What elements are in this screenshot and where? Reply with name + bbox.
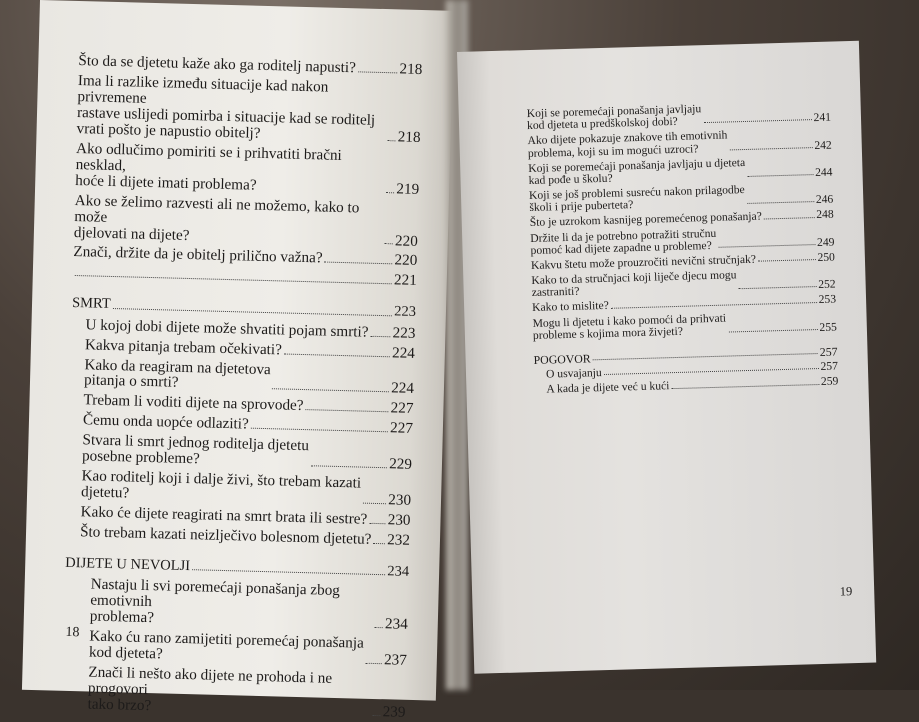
toc-section-heading: DIJETE U NEVOLJI 234 xyxy=(65,554,410,580)
toc-section-heading: POGOVOR 257 xyxy=(533,344,838,367)
page-number-left: 18 xyxy=(65,624,80,641)
toc-entry: Kako to da stručnjaci koji liječe djecu mogu zastraniti? 252 xyxy=(531,268,836,300)
toc-entry: Kao roditelj koji i dalje živi, što trebam kazati djetetu? 230 xyxy=(80,467,412,510)
toc-entry: Trebam li voditi dijete na sprovode? 227 xyxy=(83,391,414,418)
toc-entry: Koji se poremećaji ponašanja javljaju u djeteta kad pođe u školu? 244 xyxy=(528,155,833,187)
toc-entry: Ako se želimo razvesti ali ne možemo, kako to može djelovati na dijete? 220 xyxy=(73,191,419,250)
toc-list-right xyxy=(527,100,837,342)
toc-entry: Kako to mislite? 253 xyxy=(531,292,837,315)
toc-entry: Nastaju li svi poremećaji ponašanja zbog emotivnih problema? 234 xyxy=(89,575,409,634)
toc-entry: Znači li nešto ako dijete ne prohoda i ne progovori tako brzo? 239 xyxy=(87,663,406,721)
toc-entry: Držite li da je potrebno potražiti stručnu pomoć kad dijete zapadne u probleme? 249 xyxy=(530,226,835,257)
toc-entry: Ima li razlike između situacije kad nakon privremene rastave uslijedi pomirba i situacije kad se roditelj vrati pošto je napustio obitelj? 218 xyxy=(76,71,421,146)
toc-entry: Mogu li djetetu i kako pomoći da prihvati probleme s kojima mora živjeti? 255 xyxy=(532,311,838,342)
toc-section-heading: SMRT 223 xyxy=(71,295,417,321)
toc-entry: Znači, držite da je obitelj prilično važna? 220 xyxy=(73,243,418,270)
toc-entry: O usvajanju 257 xyxy=(545,359,839,381)
toc-list-smrt xyxy=(66,317,416,549)
right-page xyxy=(457,41,876,674)
toc-entry: Koji se još problemi susreću nakon prilagodbe školi i prije puberteta? 246 xyxy=(528,183,834,215)
toc-list-nevolja xyxy=(61,576,408,721)
toc-entry: Što je uzrokom kasnijeg poremećenog ponašanja? 248 xyxy=(529,207,834,230)
toc-entry: 221 xyxy=(73,264,417,289)
left-page xyxy=(22,0,454,721)
toc-entry: Kako da reagiram na djetetova pitanja o smrti? 224 xyxy=(83,355,415,398)
toc-entry: Kako ću rano zamijetiti poremećaj ponašanja kod djeteta? 237 xyxy=(88,627,408,669)
toc-entry: Kakvu štetu može prouzročiti nevični stručnjak? 250 xyxy=(530,250,836,272)
toc-entry: Stvara li smrt jednog roditelja djetetu posebne probleme? 229 xyxy=(81,431,413,474)
page-number-right: 19 xyxy=(839,584,853,599)
toc-entry: Ako dijete pokazuje znakove tih emotivnih problema, koji su im mogući uzroci? 242 xyxy=(527,128,832,160)
toc-entry: Kakva pitanja trebam očekivati? 224 xyxy=(84,335,416,362)
toc-entry: Što da se djetetu kaže ako ga roditelj napusti? 218 xyxy=(78,52,423,79)
toc-entry: Čemu onda uopće odlaziti? 227 xyxy=(82,411,414,438)
toc-entry: Kako će dijete reagirati na smrt brata ili sestre? 230 xyxy=(80,503,411,530)
toc-entry: U kojoj dobi dijete može shvatiti pojam smrti? 223 xyxy=(85,315,416,342)
toc-list-top xyxy=(73,53,423,289)
toc-entry: Što trebam kazati neizlječivo bolesnom djetetu? 232 xyxy=(79,523,411,549)
toc-entry: Koji se poremećaji ponašanja javljaju kod djeteta u predškolskoj dobi? 241 xyxy=(526,102,832,133)
toc-list-pogovor xyxy=(534,361,839,397)
toc-entry: Ako odlučimo pomiriti se i prihvatiti bračni nesklad, hoće li dijete imati problema? 219 xyxy=(75,139,420,198)
toc-entry: A kada je dijete već u kući 259 xyxy=(546,374,839,397)
